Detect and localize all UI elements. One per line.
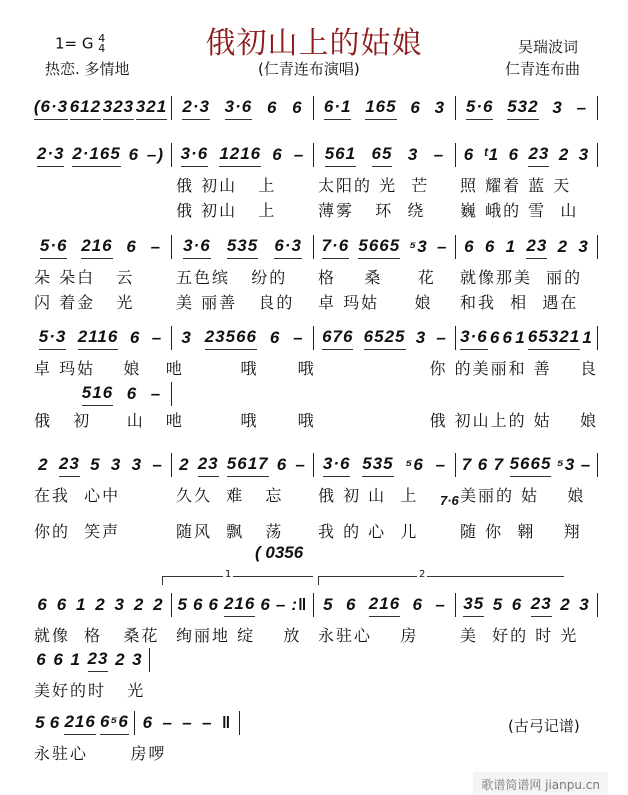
note-group: – [162,713,173,732]
measure [30,326,172,350]
note-group: 3·6 [183,236,211,259]
lyric-segment: 美 丽善 良的 [176,293,295,312]
note-group: – [435,455,447,474]
lyric-segment: 绚丽地 绽 放 [176,626,302,645]
note-group: 6 [276,455,288,474]
watermark: 歌谱简谱网 jianpu.cn [473,772,608,795]
note-group: 3 [407,145,419,164]
lyric-segment: 照 耀着 蓝 天 [460,176,572,195]
note-group: – [202,713,213,732]
notation-row [30,593,598,617]
note-group: 3·6 [181,144,209,167]
note-group: 216 [224,594,255,617]
note-group: – [152,455,163,474]
note-group: 2·3 [37,144,65,167]
note-group: 6 [208,595,219,614]
volta-1: 1 [162,576,313,585]
note-group: 1 [70,650,81,669]
note-group: 6 [292,98,303,117]
note-group: 23 [526,236,547,259]
note-group: – [151,328,163,347]
note-group: 23 [88,649,109,672]
note-group: 6 [477,455,489,474]
note-group: ‖ [221,713,232,732]
note-group: 3 [110,455,122,474]
note-group: 3·6 [323,454,351,477]
measure [30,96,172,120]
note-group: 216 [369,594,400,617]
key-signature: 1= G 4 4 [55,32,106,55]
lyric-segment: 俄 初 山 上 [318,486,419,505]
note-group: ᵗ1 [483,145,500,164]
lyric-segment: 五色缤 纷的 [176,268,288,287]
measure [30,453,172,477]
measure [30,143,172,167]
measure [30,648,150,672]
note-group: 5 [323,595,334,614]
note-group: 6 [126,237,137,256]
time-signature: 4 4 [98,32,106,55]
note-group: 5665 [358,236,400,259]
note-group: 1216 [219,144,261,167]
measure [172,453,314,477]
note-group: –) [146,145,165,164]
note-group: 535 [362,454,393,477]
note-group: – [275,595,287,614]
note-group: – [435,595,446,614]
note-group: 6 [489,328,501,347]
note-group: 165 [365,97,396,120]
measure [135,711,240,735]
note-group: 612 [70,97,101,120]
note-group: 5617 [227,454,269,477]
measure [72,382,172,406]
note-group: 6 [53,650,64,669]
note-group: 6·3 [274,236,302,259]
lyric-segment: 永驻心 房 [318,626,419,645]
note-group: – [150,237,162,256]
note-group: 5665 [510,454,552,477]
notation-row [30,143,598,167]
lyric-segment [167,741,240,764]
note-group: 6 [192,595,204,614]
lyric-segment [30,173,172,196]
note-group: 23 [198,454,219,477]
note-group: 321 [136,97,167,120]
lyric-segment: 在我 心中 [34,486,121,505]
note-group: 2 [558,145,570,164]
note-group: 6 [49,713,61,732]
note-group: 216 [81,236,112,259]
note-group: 3 [114,595,125,614]
notation-row [30,453,598,477]
lyrics-line [30,519,598,542]
lyric-segment: 薄雾 环 绕 [318,201,426,220]
measure [314,593,456,617]
note-group: 2116 [78,327,119,350]
note-group: 6 [36,650,47,669]
lyric-segment: 吔 哦 [165,411,259,430]
note-group: 2 [560,595,571,614]
lyric-segment: 格 桑 花 [318,268,436,287]
note-group: 6 [410,98,421,117]
lyric-segment: 俄 初山 上 [176,176,277,195]
note-group: 1 [515,328,526,347]
measure [172,143,314,167]
note-group: 23 [531,594,552,617]
lyric-segment: 吔 哦 [165,359,259,378]
note-group: 5 [492,595,504,614]
measure [30,593,172,617]
note-group: 2 [38,455,49,474]
note-group: 6 [37,595,48,614]
lyric-segment: 美丽的 姑 娘 [460,486,586,505]
note-group: 6 [345,595,357,614]
note-group: 6 [142,713,154,732]
lyric-segment: 卓 玛姑 娘 [34,359,142,378]
note-group: :‖ [291,595,308,614]
note-group: – [182,713,193,732]
note-group: 6 [463,145,475,164]
lyrics-line [30,678,150,701]
measure [314,326,456,350]
measure [314,143,456,167]
note-group: 1 [505,237,517,256]
note-group: 5 [35,713,46,732]
lyricist: 吴瑞波词 [518,38,579,56]
note-group: 3 [415,328,427,347]
note-group: (6·3 [34,97,68,120]
note-group: 5·6 [466,97,494,120]
note-group: 6525 [364,327,406,350]
note-group: 3 [578,145,590,164]
notation-row [30,96,598,120]
note-group: 6 [56,595,68,614]
note-group: 65321 [528,327,580,350]
note-group: 23 [59,454,80,477]
measure [456,143,598,167]
measure [314,96,456,120]
lyrics-line [30,483,598,506]
note-group: 6 [412,595,423,614]
note-group: 216 [64,712,95,735]
note-group: 3 [181,328,192,347]
note-group: 561 [325,144,356,167]
lyrics-line [30,741,240,764]
note-group: 6 [508,145,520,164]
note-group: 3·6 [225,97,253,120]
note-group: 532 [507,97,538,120]
pickup-notes: ( 0356 [255,543,304,562]
measure [456,96,598,120]
note-group: 6·1 [324,97,352,120]
note-group: 6 [502,328,514,347]
lyric-segment: 就像 格 桑花 [34,626,160,645]
note-group: 65 [372,144,393,167]
notation-row [30,711,240,735]
lyric-segment: 俄 初山上的 姑 娘 [429,411,599,430]
tempo-marking: 热恋. 多情地 [45,60,130,78]
volta-2: 2 [318,576,564,585]
lyrics-line [30,265,598,288]
note-group: 323 [103,97,134,120]
note-group: 3 [434,98,446,117]
measure [456,453,598,477]
note-group: 23 [528,144,549,167]
note-group: 35 [463,594,484,617]
note-group: 535 [227,236,258,259]
lyric-segment: 美 好的 时 光 [460,626,579,645]
note-group: 2 [153,595,164,614]
note-group: 2 [179,455,190,474]
note-group: 3 [578,237,589,256]
note-group: – [436,237,448,256]
measure [456,235,598,259]
lyric-segment: 俄 初 山 [34,411,145,430]
note-group: 2 [557,237,569,256]
lyric-segment: 你的 笑声 [34,522,121,541]
note-group: 5 [177,595,188,614]
note-group: 3 [131,455,143,474]
notation-row [30,235,598,259]
note-group: 5·6 [40,236,68,259]
note-group: – [295,455,306,474]
lyrics-line [30,623,598,646]
note-group: 3·6 [460,327,488,350]
song-title: 俄初山上的姑娘 [205,26,423,61]
measure [456,326,598,350]
note-group: 6 [269,328,281,347]
note-group: 6 [484,237,496,256]
note-group: – [576,98,588,117]
note-group: 5 [90,455,101,474]
note-group: 6⁵6 [100,712,129,735]
note-group: 6 [260,595,271,614]
note-group: 5·3 [39,327,67,350]
lyric-segment: 随风 飘 荡 [176,522,284,541]
alt-note: 7·6 [440,493,459,508]
note-group: – [150,384,162,403]
note-group: 23566 [205,327,257,350]
transcriber: (古弓记谱) [508,717,580,735]
lyric-segment: 巍 峨的 雪 山 [460,201,579,220]
lyrics-line [30,290,598,313]
lyric-segment: 卓 玛姑 娘 [318,293,433,312]
lyric-segment: 太阳的 光 芒 [318,176,430,195]
lyric-segment: 朵 朵白 云 [34,268,135,287]
lyrics-line [30,173,598,196]
note-group: 6 [272,145,283,164]
note-group: 7 [461,455,473,474]
note-group: 7·6 [322,236,350,259]
note-group: – [293,145,305,164]
note-group: 2·165 [72,144,120,167]
note-group: 1 [75,595,87,614]
lyric-segment: 哦 [297,411,316,430]
note-group: ⁵3 [409,237,428,256]
note-group: – [580,455,592,474]
note-group: 6 [266,98,278,117]
alt-notation [72,382,172,406]
measure [456,593,598,617]
lyric-segment: 永驻心 房啰 [34,744,167,763]
lyric-segment: 随 你 翱 翔 [460,522,582,541]
measure [314,453,456,477]
note-group: 2 [133,595,145,614]
lyric-segment: 你 的美丽和 善 良 [429,359,599,378]
note-group: 676 [322,327,353,350]
lyric-segment: 俄 初山 上 [176,201,277,220]
measure [172,96,314,120]
note-group: 7 [493,455,505,474]
note-group: 3 [579,595,590,614]
lyric-segment [30,198,172,221]
measure [172,326,314,350]
note-group: 1 [582,328,593,347]
note-group: 6 [464,237,475,256]
note-group: 516 [82,383,113,406]
note-group: – [293,328,304,347]
performer: (仁青连布演唱) [258,60,360,78]
note-group: ⁵3 [556,455,576,474]
lyric-segment: 和我 相 遇在 [460,293,579,312]
note-group: 3 [132,650,143,669]
measure [172,235,314,259]
lyric-segment: 哦 [297,359,316,378]
measure [30,711,135,735]
note-group: 3 [552,98,563,117]
note-group: 6 [128,145,140,164]
composer: 仁青连布曲 [505,60,581,78]
measure [314,235,456,259]
notation-row [30,326,598,350]
note-group: – [433,145,445,164]
note-group: 2 [115,650,126,669]
lyric-segment: 就像那美 丽的 [460,268,583,287]
note-group: 6 [126,384,138,403]
lyric-segment: 闪 着金 光 [34,293,135,312]
lyrics-line [30,356,598,379]
lyrics-line [30,408,598,431]
note-group: ⁵6 [405,455,424,474]
lyrics-line [30,198,598,221]
lyric-segment: 美好的时 光 [34,681,146,700]
note-group: 2 [95,595,106,614]
note-group: 6 [511,595,523,614]
note-group: 2·3 [182,97,210,120]
note-group: – [436,328,447,347]
measure [30,235,172,259]
notation-row [30,648,150,672]
lyric-segment: 我 的 心 儿 [318,522,419,541]
measure [172,593,314,617]
note-group: 6 [129,328,141,347]
lyric-segment: 久久 难 忘 [176,486,284,505]
